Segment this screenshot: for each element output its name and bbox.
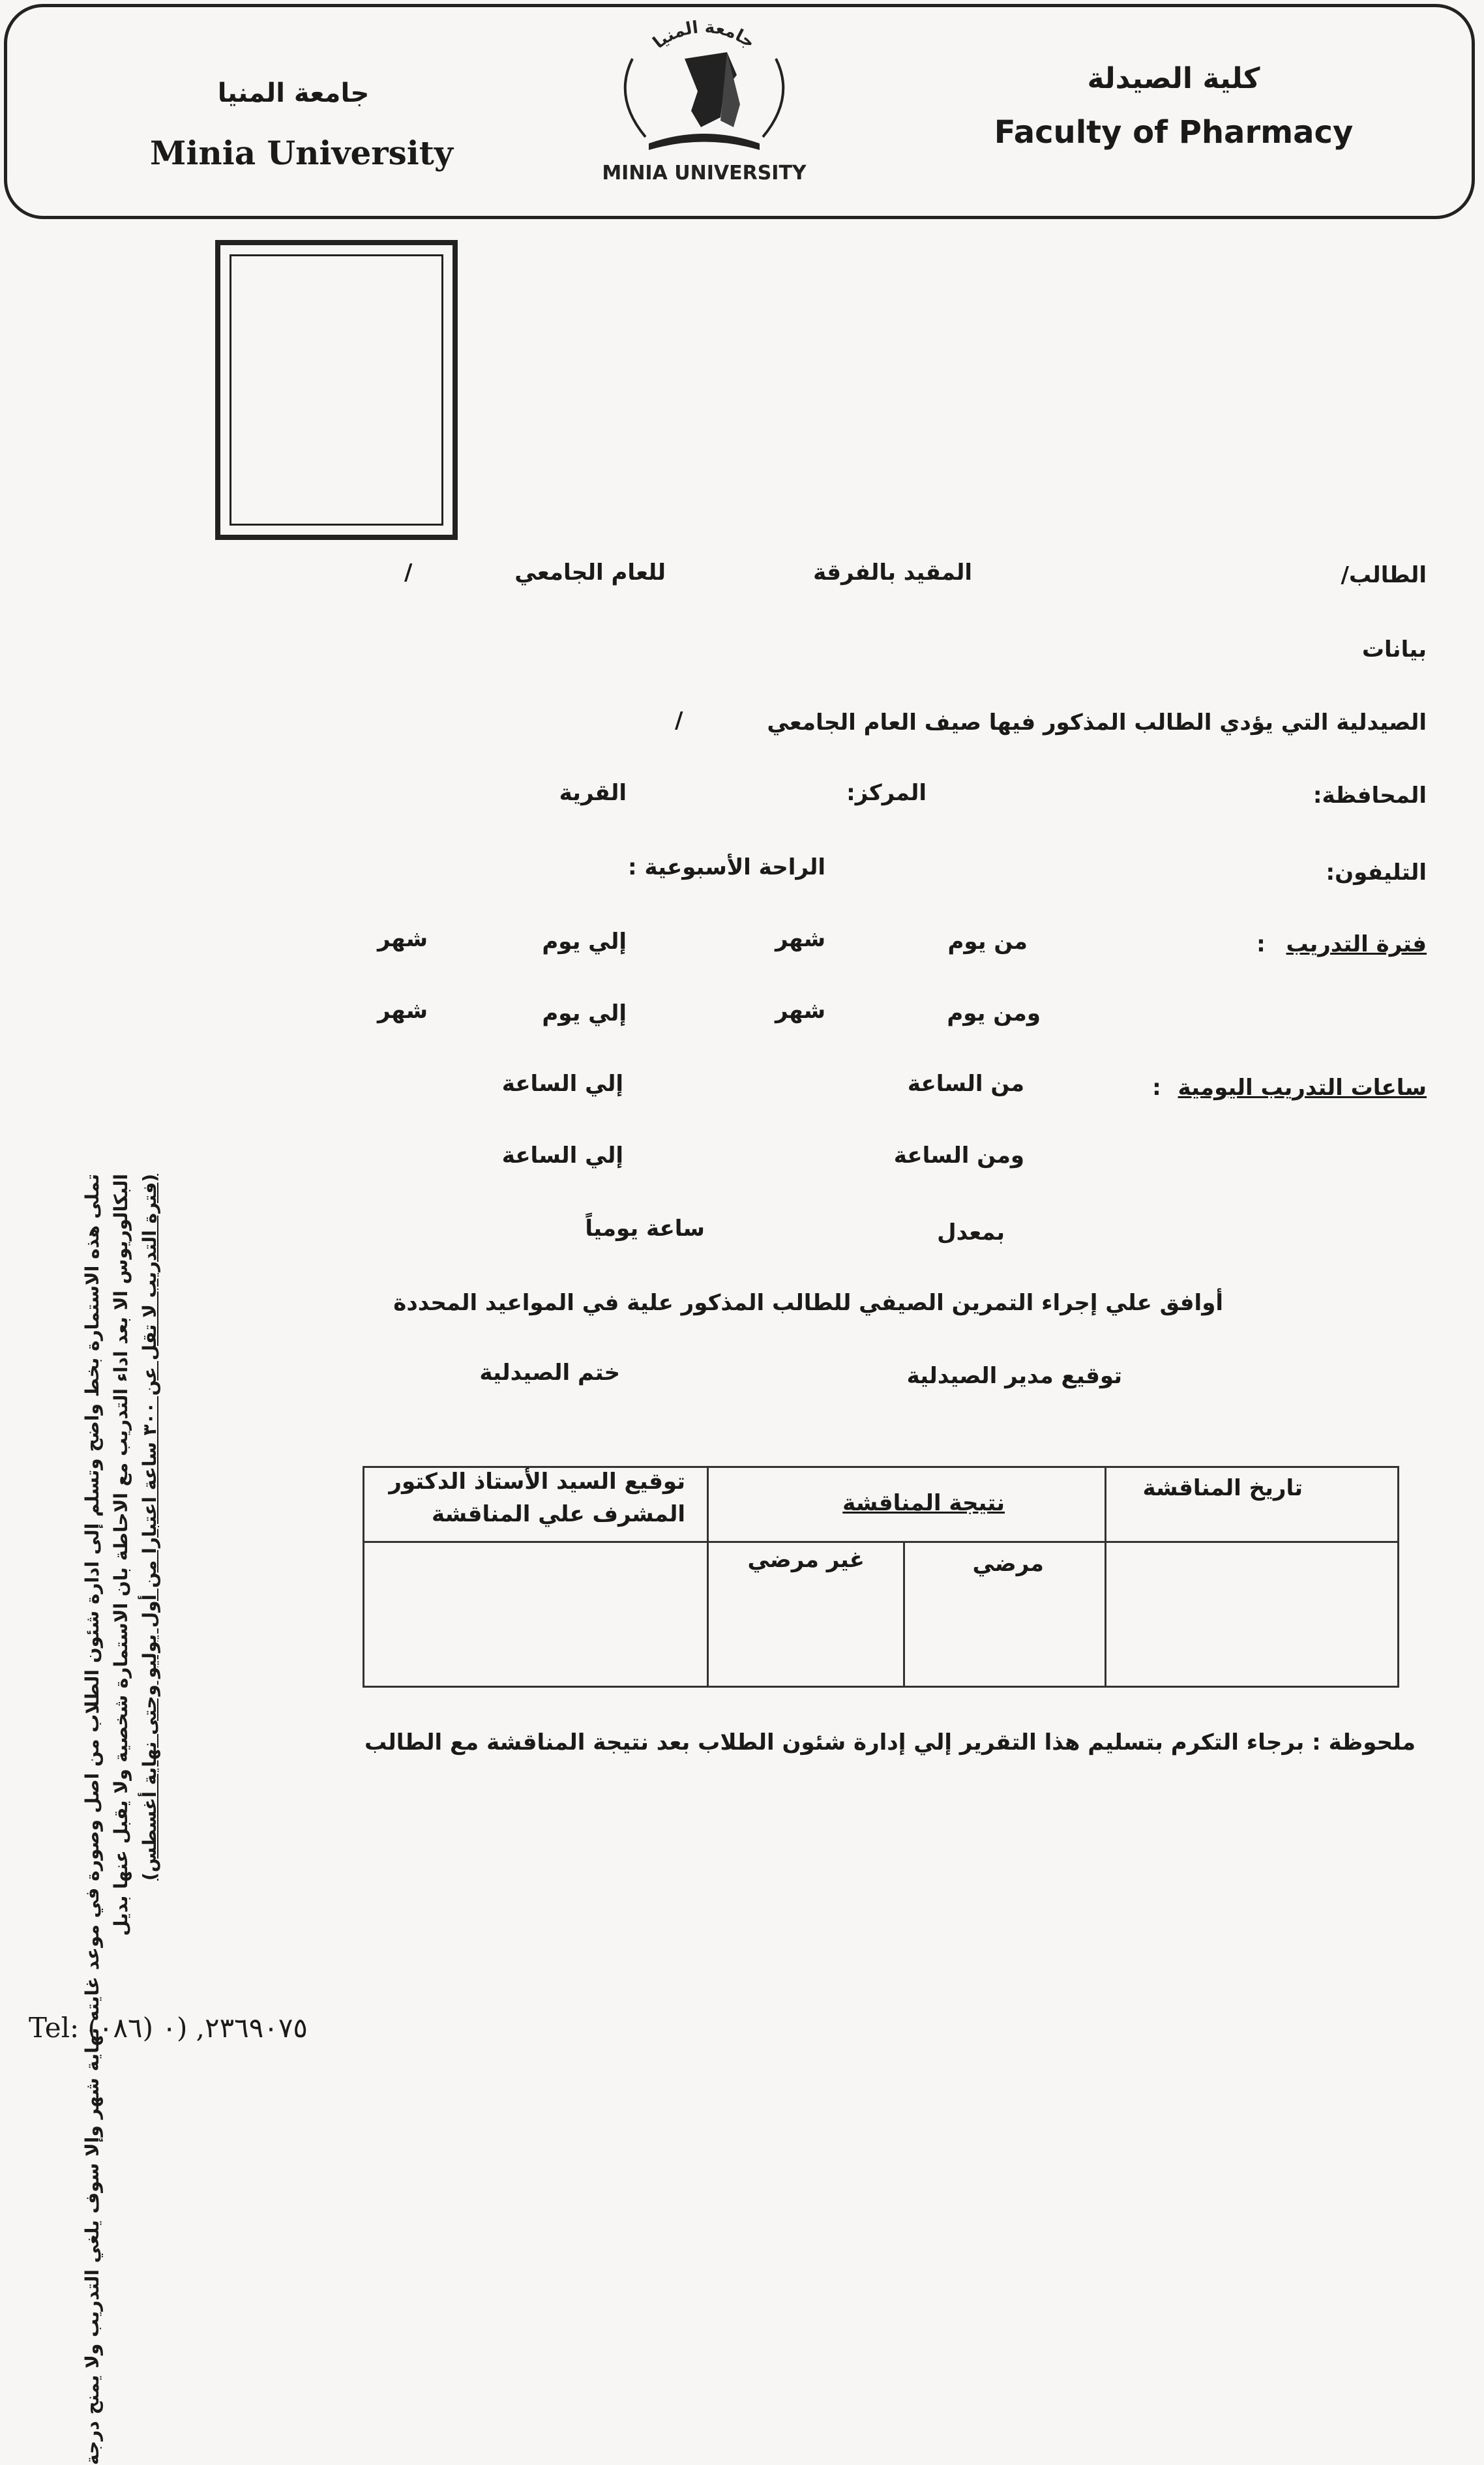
university-logo: [587, 13, 822, 189]
unsatisfactory-header: غير مرضي: [747, 1547, 865, 1573]
hours-daily-label: ساعة يومياً: [585, 1216, 705, 1242]
training-period-text: فترة التدريب: [1286, 931, 1427, 957]
side-note-line3: (فترة التدريب لا تقل عن ٣٠٠ ساعة اعتبارا من أول يوليو وحتى نهاية أغسطس): [139, 1174, 160, 1881]
svg-text:جامعة المنيا: [649, 18, 758, 53]
and-from-day-label: ومن يوم: [947, 1000, 1041, 1026]
data-label: بيانات: [1361, 636, 1427, 663]
to-day-label: إلي يوم: [542, 929, 627, 955]
faculty-name-en: Faculty of Pharmacy: [994, 114, 1354, 151]
daily-hours-label: [1152, 1075, 1427, 1101]
manager-signature-label: توقيع مدير الصيدلية: [906, 1363, 1122, 1389]
discussion-date-header: تاريخ المناقشة: [1142, 1475, 1303, 1501]
satisfactory-header: مرضي: [972, 1551, 1044, 1577]
year-slash: /: [404, 560, 413, 586]
academic-year-label: للعام الجامعي: [514, 560, 666, 586]
supervisor-header-line2: المشرف علي المناقشة: [432, 1501, 685, 1527]
footer-telephone: Tel: (٠٨٦) ٢٣٦٩٠٧٥, (٠: [29, 2012, 308, 2044]
from-day-label: من يوم: [947, 929, 1028, 955]
month-label-2: شهر: [377, 926, 428, 952]
daily-hours-text: ساعات التدريب اليومية: [1178, 1075, 1427, 1101]
pharmacy-year-slash: /: [675, 708, 683, 734]
village-label: القرية: [559, 780, 627, 806]
logo-caption: MINIA UNIVERSITY: [602, 162, 807, 185]
month-label-4: شهر: [377, 998, 428, 1024]
and-from-hour-label: ومن الساعة: [893, 1143, 1024, 1169]
note-text: ملحوظة : برجاء التكرم بتسليم هذا التقرير إلي إدارة شئون الطلاب بعد نتيجة المناقشة مع الطالب: [364, 1729, 1416, 1755]
discussion-result-header: نتيجة المناقشة: [842, 1490, 1005, 1516]
supervisor-header-line1: توقيع السيد الأستاذ الدكتور: [389, 1469, 685, 1495]
pharmacy-stamp-label: ختم الصيدلية: [479, 1360, 620, 1386]
enrolled-label: المقيد بالفرقة: [813, 560, 972, 586]
side-note-line2: البكالوريوس الا بعد اداء التدريب مع الاحاطة بان الاستمارة شخصية ولا يقبل عنها بديل: [110, 1174, 132, 1936]
governorate-label: المحافظة:: [1313, 783, 1427, 809]
from-hour-label: من الساعة: [907, 1071, 1024, 1097]
training-period-colon: :: [1256, 931, 1266, 957]
student-label: الطالب/: [1341, 562, 1427, 588]
pharmacy-line: الصيدلية التي يؤدي الطالب المذكور فيها صيف العام الجامعي: [767, 710, 1427, 736]
center-label: المركز:: [846, 780, 927, 806]
month-label-1: شهر: [775, 926, 825, 952]
month-label-3: شهر: [775, 998, 825, 1024]
weekly-rest-label: الراحة الأسبوعية :: [628, 854, 825, 880]
university-name-ar: جامعة المنيا: [217, 78, 370, 108]
training-period-label: [1256, 931, 1427, 957]
faculty-name-ar: كلية الصيدلة: [1087, 62, 1260, 95]
logo-arc-text: جامعة المنيا: [649, 17, 759, 53]
phone-label: التليفون:: [1326, 859, 1427, 886]
photo-placeholder: [215, 240, 458, 540]
to-day-label-2: إلي يوم: [542, 1000, 627, 1026]
approval-text: أوافق علي إجراء التمرين الصيفي للطالب المذكور علية في المواعيد المحددة: [393, 1290, 1223, 1316]
to-hour-label: إلي الساعة: [501, 1071, 623, 1097]
to-hour-label-2: إلي الساعة: [501, 1143, 623, 1169]
rate-label: بمعدل: [937, 1219, 1005, 1246]
university-name-en: Minia University: [150, 134, 453, 172]
side-note-line1: تملى هذه الاستمارة بخط واضح وتسلم إلى ادارة شئون الطلاب من اصل وصورة في موعد غايته نهاية شهر وإلا سوف يلغي التدريب ولا يمنح درجة: [82, 1174, 103, 2465]
daily-hours-colon: :: [1152, 1075, 1161, 1101]
